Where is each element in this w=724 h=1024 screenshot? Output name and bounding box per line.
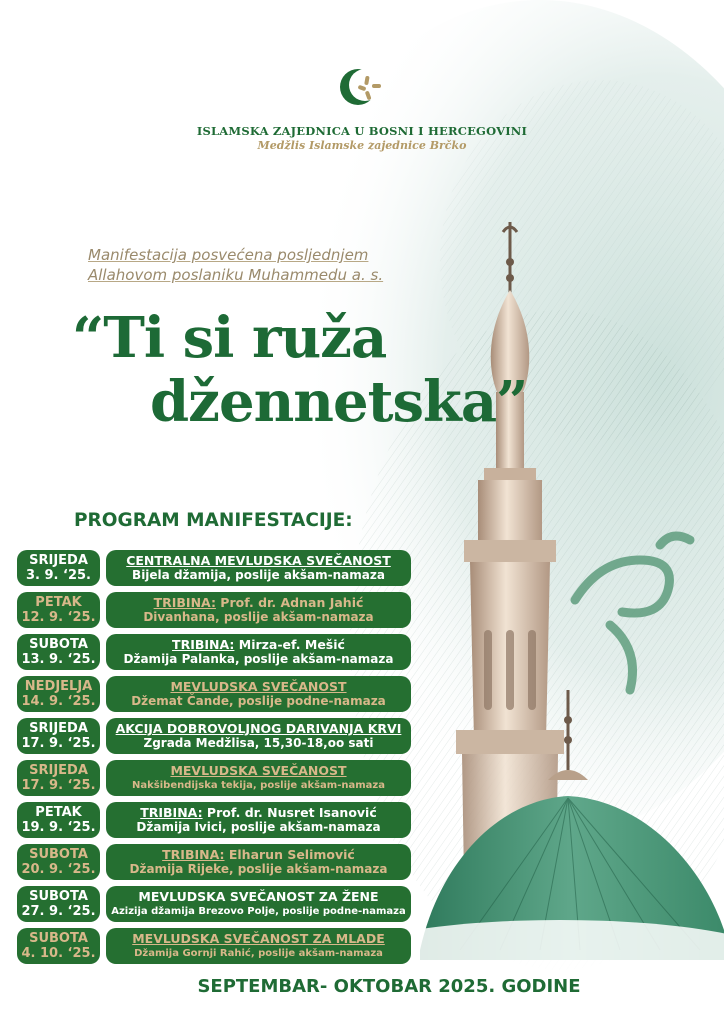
event-day-box	[17, 886, 100, 922]
event-day-box	[17, 676, 100, 712]
program-heading: PROGRAM MANIFESTACIJE:	[74, 510, 353, 531]
event-date: 19. 9. ‘25.	[21, 820, 96, 835]
event-place: Nakšibendijska tekija, poslije akšam-namaza	[132, 780, 385, 791]
crescent-star-logo-icon	[336, 62, 386, 112]
event-date: 27. 9. ‘25.	[21, 904, 96, 919]
event-date: 12. 9. ‘25.	[21, 610, 96, 625]
event-label: TRIBINA:	[153, 595, 216, 610]
event-day: NEDJELJA	[24, 679, 93, 694]
event-date: 17. 9. ‘25.	[21, 736, 96, 751]
event-place: Džamija Palanka, poslije akšam-namaza	[123, 652, 394, 666]
event-day-box	[17, 760, 100, 796]
event-info-box	[106, 928, 411, 964]
event-day: PETAK	[35, 595, 82, 610]
event-label: MEVLUDSKA SVEČANOST ZA MLADE	[132, 931, 385, 946]
event-date: 13. 9. ‘25.	[21, 652, 96, 667]
title-line-1: “Ti si ruža	[72, 305, 387, 371]
event-day-box	[17, 718, 100, 754]
intro-line-1: Manifestacija posvećena posljednjem	[88, 246, 369, 264]
event-label-rest: Prof. dr. Adnan Jahić	[215, 595, 364, 610]
intro-line-2: Allahovom poslaniku Muhammedu a. s.	[88, 266, 384, 284]
event-info-box	[106, 802, 411, 838]
event-date: 14. 9. ‘25.	[21, 694, 96, 709]
event-day-box	[17, 844, 100, 880]
event-place: Džemat Čande, poslije podne-namaza	[131, 694, 386, 708]
event-label-rest: Mirza-ef. Mešić	[234, 637, 345, 652]
event-day: SUBOTA	[29, 637, 88, 652]
event-place: Džamija Gornji Rahić, poslije akšam-namaza	[134, 948, 383, 959]
event-info-box	[106, 550, 411, 586]
event-date: 4. 10. ‘25.	[21, 946, 96, 961]
event-date: 3. 9. ‘25.	[26, 568, 91, 583]
event-label: TRIBINA:	[140, 805, 203, 820]
event-day-box	[17, 634, 100, 670]
event-info-box	[106, 676, 411, 712]
event-info-box	[106, 718, 411, 754]
event-label-rest: Prof. dr. Nusret Isanović	[202, 805, 377, 820]
event-label: CENTRALNA MEVLUDSKA SVEČANOST	[126, 553, 391, 568]
event-date: 20. 9. ‘25.	[21, 862, 96, 877]
event-day: SRIJEDA	[29, 763, 88, 778]
event-day-box	[17, 928, 100, 964]
event-place: Bijela džamija, poslije akšam-namaza	[132, 568, 385, 582]
event-place: Džamija Ivici, poslije akšam-namaza	[136, 820, 381, 834]
event-day-box	[17, 592, 100, 628]
event-place: Divanhana, poslije akšam-namaza	[143, 610, 374, 624]
event-label: TRIBINA:	[162, 847, 225, 862]
event-place: Zgrada Medžlisa, 15,30-18,oo sati	[143, 736, 374, 750]
event-day-box	[17, 802, 100, 838]
event-place: Azizija džamija Brezovo Polje, poslije podne-namaza	[111, 906, 406, 917]
event-label-rest: Elharun Selimović	[224, 847, 355, 862]
event-day: SUBOTA	[29, 889, 88, 904]
event-info-box	[106, 634, 411, 670]
event-label: TRIBINA:	[172, 637, 235, 652]
event-place: Džamija Rijeke, poslije akšam-namaza	[129, 862, 388, 876]
event-day: SRIJEDA	[29, 553, 88, 568]
event-label: MEVLUDSKA SVEČANOST	[170, 763, 347, 778]
event-date: 17. 9. ‘25.	[21, 778, 96, 793]
event-info-box	[106, 844, 411, 880]
footer-dates: SEPTEMBAR- OKTOBAR 2025. GODINE	[197, 976, 581, 997]
event-day: SRIJEDA	[29, 721, 88, 736]
event-day: SUBOTA	[29, 931, 88, 946]
event-label: MEVLUDSKA SVEČANOST ZA ŽENE	[138, 889, 379, 904]
event-day-box	[17, 550, 100, 586]
event-label: MEVLUDSKA SVEČANOST	[170, 679, 347, 694]
event-info-box	[106, 592, 411, 628]
event-day: PETAK	[35, 805, 82, 820]
title-line-2: džennetska”	[150, 369, 528, 435]
organization-name: ISLAMSKA ZAJEDNICA U BOSNI I HERCEGOVINI	[196, 124, 528, 138]
event-info-box	[106, 886, 411, 922]
event-day: SUBOTA	[29, 847, 88, 862]
event-label: AKCIJA DOBROVOLJNOG DARIVANJA KRVI	[115, 721, 402, 736]
event-info-box	[106, 760, 411, 796]
organization-subtitle: Medžlis Islamske zajednice Brčko	[257, 139, 467, 152]
